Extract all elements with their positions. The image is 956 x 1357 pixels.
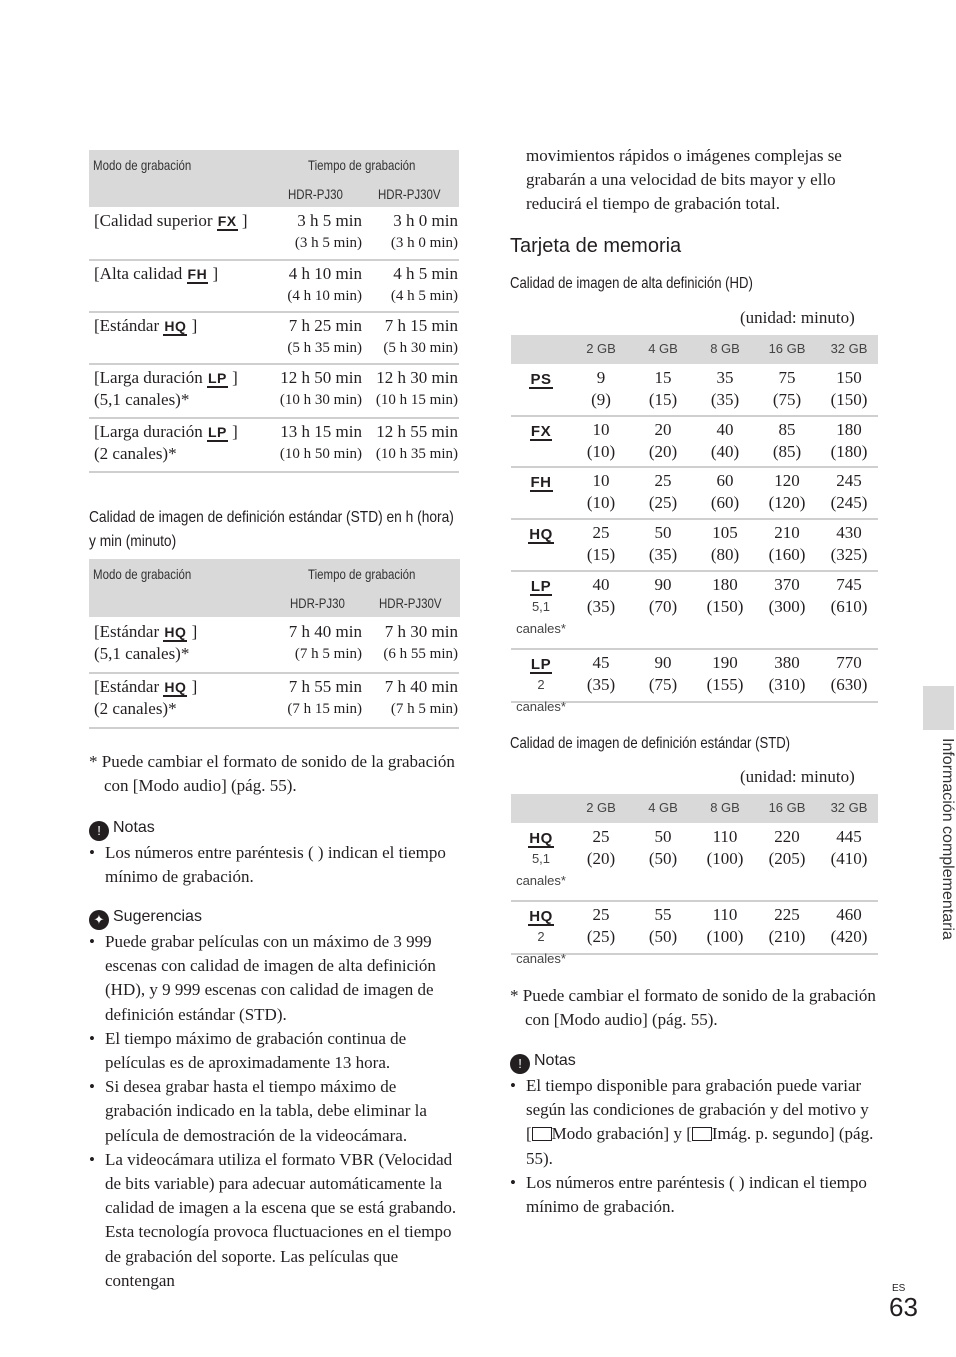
col-model-1: HDR-PJ30 xyxy=(288,185,343,202)
side-label: Información complementaria xyxy=(939,738,956,940)
section-tab xyxy=(923,686,954,730)
row-label-text: [Calidad superior xyxy=(94,211,217,230)
capacity-cell xyxy=(695,419,755,463)
mode-fx-icon: FX xyxy=(530,423,552,440)
value-col-2 xyxy=(357,676,458,720)
capacity-cell xyxy=(695,470,755,514)
channel-label: 2 canales* xyxy=(516,929,566,966)
mode-hq-icon: HQ xyxy=(164,679,187,695)
channel-label: canales* xyxy=(516,873,566,888)
value-col-1 xyxy=(259,621,362,665)
min-value: (15) xyxy=(586,545,616,564)
value-col-1 xyxy=(259,367,362,411)
capacity-label: 4 GB xyxy=(648,341,678,356)
table-row xyxy=(89,208,459,261)
value: 245 xyxy=(836,471,862,490)
value: 50 xyxy=(654,523,672,542)
channel-label: 2 canales* xyxy=(516,677,566,714)
min-value: (80) xyxy=(710,545,740,564)
header-mode: Modo de grabación xyxy=(93,157,192,173)
value: 4 h 10 min xyxy=(288,264,362,283)
channel-label: 5,1 xyxy=(531,851,551,866)
capacity-cell xyxy=(633,470,693,514)
capacity-cell xyxy=(695,522,755,566)
capacity-cell xyxy=(819,904,879,948)
row-label xyxy=(94,621,197,665)
value: 770 xyxy=(836,653,862,672)
capacity-cell xyxy=(633,904,693,948)
min-value: (155) xyxy=(706,675,744,694)
min-value: (40) xyxy=(710,442,740,461)
min-value: (160) xyxy=(768,545,806,564)
mode-fh-icon: FH xyxy=(187,266,208,282)
row-label-sub: (5,1 canales)* xyxy=(94,644,190,663)
std-card-heading: Calidad de imagen de definición estándar (STD) xyxy=(510,735,791,752)
value: 35 xyxy=(716,368,734,387)
capacity-label: 16 GB xyxy=(768,341,806,356)
capacity-label: 4 GB xyxy=(648,800,678,815)
capacity-cell xyxy=(695,367,755,411)
channel-label: 5,1 xyxy=(531,599,551,614)
capacity-label: 2 GB xyxy=(586,341,616,356)
row-label-sub: (2 canales)* xyxy=(94,699,177,718)
min-value: (300) xyxy=(768,597,806,616)
min-value: (10) xyxy=(586,442,616,461)
capacity-cell xyxy=(757,522,817,566)
value-col-2 xyxy=(357,421,458,465)
value-col-1 xyxy=(259,676,362,720)
capacity-label: 32 GB xyxy=(830,341,868,356)
value: 9 xyxy=(596,368,606,387)
table-row xyxy=(89,674,459,729)
value: 50 xyxy=(654,827,672,846)
mode-cell xyxy=(511,578,571,640)
mode-cell xyxy=(511,371,571,389)
table-row xyxy=(511,902,878,966)
min-value: (25) xyxy=(648,493,678,512)
value: 105 xyxy=(712,523,738,542)
std-heading: Calidad de imagen de definición estándar (STD) en h (hora) y min (minuto) xyxy=(89,509,454,550)
col-model-2: HDR-PJ30V xyxy=(377,185,441,202)
value: 12 h 30 min xyxy=(376,368,458,387)
min-value: (5 h 35 min) xyxy=(287,340,362,356)
table-row xyxy=(511,650,878,714)
value: 190 xyxy=(712,653,738,672)
value: 10 xyxy=(592,420,610,439)
min-value: (610) xyxy=(830,597,868,616)
capacity-cell xyxy=(757,419,817,463)
capacity-cell xyxy=(819,652,879,696)
value: 7 h 55 min xyxy=(288,677,362,696)
capacity-cell xyxy=(819,826,879,870)
capacity-cell xyxy=(757,470,817,514)
min-value: (100) xyxy=(706,849,744,868)
note-item: • Los números entre paréntesis ( ) indican el tiempo mínimo de grabación. xyxy=(510,1171,876,1219)
value: 40 xyxy=(716,420,734,439)
capacity-cell xyxy=(633,419,693,463)
min-value: (85) xyxy=(772,442,802,461)
min-value: (420) xyxy=(830,927,868,946)
page-number: 63 xyxy=(889,1292,918,1322)
value: 745 xyxy=(836,575,862,594)
min-value: (325) xyxy=(830,545,868,564)
unit-label-2: (unidad: minuto) xyxy=(740,767,855,786)
std-recording-time-table xyxy=(89,559,460,617)
min-value: (5 h 30 min) xyxy=(383,340,458,356)
value: 370 xyxy=(774,575,800,594)
table-row xyxy=(89,365,459,419)
mode-fh-icon: FH xyxy=(530,474,552,491)
table-row xyxy=(511,468,878,520)
header-mode-2: Modo de grabación xyxy=(93,566,192,582)
capacity-cell xyxy=(819,419,879,463)
min-value: (100) xyxy=(706,927,744,946)
value: 12 h 55 min xyxy=(376,422,458,441)
table-row xyxy=(511,417,878,468)
row-label-text: [Estándar xyxy=(94,677,164,696)
capacity-cell xyxy=(757,367,817,411)
mode-cell xyxy=(511,908,571,970)
table-row xyxy=(89,313,459,365)
min-value: (20) xyxy=(648,442,678,461)
value: 20 xyxy=(654,420,672,439)
header-time: Tiempo de grabación xyxy=(308,157,416,173)
memory-card-title: Tarjeta de memoria xyxy=(510,235,682,257)
value: 3 h 0 min xyxy=(393,211,458,230)
min-value: (50) xyxy=(648,849,678,868)
value-col-2 xyxy=(357,263,458,307)
min-value: (9) xyxy=(591,390,611,409)
notes-left xyxy=(89,816,459,889)
capacity-cell xyxy=(757,574,817,618)
min-value: (120) xyxy=(768,493,806,512)
value: 25 xyxy=(592,905,610,924)
capacity-cell xyxy=(695,574,755,618)
value: 210 xyxy=(774,523,800,542)
value-col-1 xyxy=(259,210,362,254)
capacity-label: 2 GB xyxy=(586,800,616,815)
row-label-end: ] xyxy=(227,368,238,387)
min-value: (180) xyxy=(830,442,868,461)
value: 75 xyxy=(778,368,796,387)
mode-hq-icon: HQ xyxy=(164,624,187,640)
value: 430 xyxy=(836,523,862,542)
min-value: (35) xyxy=(648,545,678,564)
capacity-label: 8 GB xyxy=(710,800,740,815)
row-label-sub: (2 canales)* xyxy=(94,444,177,463)
value: 90 xyxy=(654,575,672,594)
mode-lp-icon: LP xyxy=(207,370,227,386)
min-value: (25) xyxy=(586,927,616,946)
table-row xyxy=(511,365,878,417)
row-label-end: ] xyxy=(208,264,219,283)
film-icon xyxy=(532,1127,552,1141)
notes-label: Notas xyxy=(113,819,155,836)
capacity-cell xyxy=(757,904,817,948)
min-value: (245) xyxy=(830,493,868,512)
lightbulb-icon: ✦ xyxy=(89,910,109,930)
min-value: (10 h 15 min) xyxy=(375,392,458,408)
value-col-1 xyxy=(259,315,362,359)
row-label-text: [Alta calidad xyxy=(94,264,187,283)
continuation-text: movimientos rápidos o imágenes complejas se grabarán a una velocidad de bits mayor y ello reducirá el tiempo de grabación total. xyxy=(526,146,842,214)
min-value: (10 h 35 min) xyxy=(375,446,458,462)
min-value: (150) xyxy=(706,597,744,616)
min-value: (4 h 5 min) xyxy=(390,288,458,304)
value: 45 xyxy=(592,653,610,672)
capacity-label: 16 GB xyxy=(768,800,806,815)
value-col-1 xyxy=(259,263,362,307)
mode-cell xyxy=(511,526,571,544)
mode-hq-icon: HQ xyxy=(529,526,553,543)
table-row xyxy=(89,261,459,313)
min-value: (35) xyxy=(586,675,616,694)
value: 150 xyxy=(836,368,862,387)
capacity-cell xyxy=(695,652,755,696)
value: 120 xyxy=(774,471,800,490)
capacity-cell xyxy=(819,522,879,566)
min-value: (60) xyxy=(710,493,740,512)
channel-label: canales* xyxy=(516,621,566,636)
value: 220 xyxy=(774,827,800,846)
capacity-cell xyxy=(819,470,879,514)
capacity-header xyxy=(511,794,878,823)
row-label xyxy=(94,210,248,232)
row-label-end: ] xyxy=(187,622,198,641)
hd-card-heading: Calidad de imagen de alta definición (HD) xyxy=(510,275,753,292)
capacity-cell xyxy=(819,574,879,618)
mode-hq-icon: HQ xyxy=(529,908,553,925)
value: 380 xyxy=(774,653,800,672)
mode-cell xyxy=(511,656,571,718)
mode-fx-icon: FX xyxy=(217,213,237,229)
row-label xyxy=(94,676,197,720)
value: 180 xyxy=(712,575,738,594)
value: 110 xyxy=(712,905,738,924)
capacity-cell xyxy=(757,652,817,696)
min-value: (210) xyxy=(768,927,806,946)
capacity-cell xyxy=(633,826,693,870)
capacity-cell xyxy=(695,826,755,870)
right-footnote: * Puede cambiar el formato de sonido de la grabación con [Modo audio] (pág. 55). xyxy=(510,986,876,1030)
row-label-text: [Larga duración xyxy=(94,368,207,387)
min-value: (7 h 5 min) xyxy=(294,646,362,662)
min-value: (4 h 10 min) xyxy=(287,288,362,304)
value: 15 xyxy=(654,368,672,387)
capacity-cell xyxy=(571,419,631,463)
value: 7 h 40 min xyxy=(384,677,458,696)
capacity-cell xyxy=(695,904,755,948)
capacity-cell xyxy=(571,826,631,870)
row-label-text: [Larga duración xyxy=(94,422,207,441)
capacity-cell xyxy=(571,470,631,514)
tip-item: • Puede grabar películas con un máximo de 3 999 escenas con calidad de imagen de alta definición (HD), y 9 999 escenas con calidad de imagen de definición estándar (STD). xyxy=(89,930,461,1027)
min-value: (75) xyxy=(772,390,802,409)
row-label-sub: (5,1 canales)* xyxy=(94,390,190,409)
capacity-cell xyxy=(757,826,817,870)
row-label xyxy=(94,367,238,411)
value: 7 h 30 min xyxy=(384,622,458,641)
capacity-label: 8 GB xyxy=(710,341,740,356)
col-model-1b: HDR-PJ30 xyxy=(290,595,345,611)
min-value: (75) xyxy=(648,675,678,694)
capacity-cell xyxy=(571,367,631,411)
row-label xyxy=(94,315,197,337)
value: 445 xyxy=(836,827,862,846)
min-value: (10 h 30 min) xyxy=(279,392,362,408)
notes-label: Notas xyxy=(534,1052,576,1069)
row-label-end: ] xyxy=(227,422,238,441)
min-value: (310) xyxy=(768,675,806,694)
capacity-cell xyxy=(571,652,631,696)
capacity-header xyxy=(511,335,878,364)
capacity-cell xyxy=(571,574,631,618)
value: 7 h 25 min xyxy=(288,316,362,335)
min-value: (7 h 15 min) xyxy=(287,701,362,717)
value-col-2 xyxy=(357,315,458,359)
min-value: (15) xyxy=(648,390,678,409)
value: 55 xyxy=(654,905,672,924)
value: 3 h 5 min xyxy=(297,211,362,230)
value: 25 xyxy=(592,523,610,542)
min-value: (35) xyxy=(586,597,616,616)
min-value: (7 h 5 min) xyxy=(390,701,458,717)
min-value: (3 h 5 min) xyxy=(294,235,362,251)
row-label-end: ] xyxy=(187,677,198,696)
min-value: (10) xyxy=(586,493,616,512)
capacity-cell xyxy=(633,574,693,618)
value: 4 h 5 min xyxy=(393,264,458,283)
value: 90 xyxy=(654,653,672,672)
tip-item: • Si desea grabar hasta el tiempo máximo de grabación indicado en la tabla, debe eliminar la película de demostración de la videocámara. xyxy=(89,1075,461,1148)
min-value: (150) xyxy=(830,390,868,409)
value: 7 h 15 min xyxy=(384,316,458,335)
capacity-cell xyxy=(571,522,631,566)
mode-cell xyxy=(511,830,571,892)
table-row xyxy=(511,520,878,572)
tips-section xyxy=(89,905,461,1293)
min-value: (205) xyxy=(768,849,806,868)
value-col-2 xyxy=(357,621,458,665)
row-label xyxy=(94,421,238,465)
value: 40 xyxy=(592,575,610,594)
value: 180 xyxy=(836,420,862,439)
unit-label: (unidad: minuto) xyxy=(740,308,855,327)
mode-hq-icon: HQ xyxy=(164,318,187,334)
value-col-1 xyxy=(259,421,362,465)
min-value: (6 h 55 min) xyxy=(383,646,458,662)
notes-icon: ! xyxy=(89,821,109,841)
left-footnote: * Puede cambiar el formato de sonido de la grabación con [Modo audio] (pág. 55). xyxy=(89,752,455,796)
min-value: (70) xyxy=(648,597,678,616)
mode-lp-icon: LP xyxy=(207,424,227,440)
min-value: (35) xyxy=(710,390,740,409)
value: 460 xyxy=(836,905,862,924)
min-value: (20) xyxy=(586,849,616,868)
min-value: (50) xyxy=(648,927,678,946)
capacity-cell xyxy=(633,522,693,566)
row-label xyxy=(94,263,218,285)
value: 12 h 50 min xyxy=(280,368,362,387)
hd-recording-time-table xyxy=(89,150,459,209)
mode-hq-icon: HQ xyxy=(529,830,553,847)
value: 225 xyxy=(774,905,800,924)
mode-ps-icon: PS xyxy=(530,371,552,388)
col-model-2b: HDR-PJ30V xyxy=(379,595,442,611)
note-item: • El tiempo disponible para grabación puede variar según las condiciones de grabación y del motivo y [ Modo grabación] y [ Imág. p. segundo] (pág. 55). xyxy=(510,1074,876,1171)
min-value: (630) xyxy=(830,675,868,694)
row-label-text: [Estándar xyxy=(94,316,164,335)
mode-lp-icon: LP xyxy=(530,578,552,595)
capacity-label: 32 GB xyxy=(830,800,868,815)
value: 85 xyxy=(778,420,796,439)
capacity-cell xyxy=(633,652,693,696)
tip-item: • El tiempo máximo de grabación continua de películas es de aproximadamente 13 hora. xyxy=(89,1027,461,1075)
value: 110 xyxy=(712,827,738,846)
capacity-cell xyxy=(571,904,631,948)
row-label-end: ] xyxy=(187,316,198,335)
notes-icon: ! xyxy=(510,1054,530,1074)
value: 10 xyxy=(592,471,610,490)
value: 25 xyxy=(592,827,610,846)
row-label-end: ] xyxy=(237,211,248,230)
value: 7 h 40 min xyxy=(288,622,362,641)
table-row xyxy=(89,419,459,473)
min-value: (3 h 0 min) xyxy=(390,235,458,251)
value: 13 h 15 min xyxy=(280,422,362,441)
value-col-2 xyxy=(357,210,458,254)
mode-cell xyxy=(511,423,571,441)
min-value: (10 h 50 min) xyxy=(279,446,362,462)
table-row xyxy=(511,572,878,650)
value-col-2 xyxy=(357,367,458,411)
min-value: (410) xyxy=(830,849,868,868)
page-lang: ES xyxy=(892,1283,906,1294)
value: 60 xyxy=(716,471,734,490)
row-label-text: [Estándar xyxy=(94,622,164,641)
mode-cell xyxy=(511,474,571,492)
capacity-cell xyxy=(819,367,879,411)
capacity-cell xyxy=(633,367,693,411)
note-item: • Los números entre paréntesis ( ) indican el tiempo mínimo de grabación. xyxy=(89,841,459,889)
notes-right xyxy=(510,1049,876,1219)
value: 25 xyxy=(654,471,672,490)
table-row xyxy=(511,824,878,902)
table-row xyxy=(89,619,459,674)
tip-item: • La videocámara utiliza el formato VBR (Velocidad de bits variable) para adecuar automáticamente la calidad de imagen a la escena que se está grabando. Esta tecnología provoca fluctuaciones en el tiempo de grabación del soporte. Las películas que contengan xyxy=(89,1148,461,1293)
tips-label: Sugerencias xyxy=(113,908,202,925)
mode-lp-icon: LP xyxy=(530,656,552,673)
film-icon xyxy=(692,1127,712,1141)
header-time-2: Tiempo de grabación xyxy=(308,566,416,582)
